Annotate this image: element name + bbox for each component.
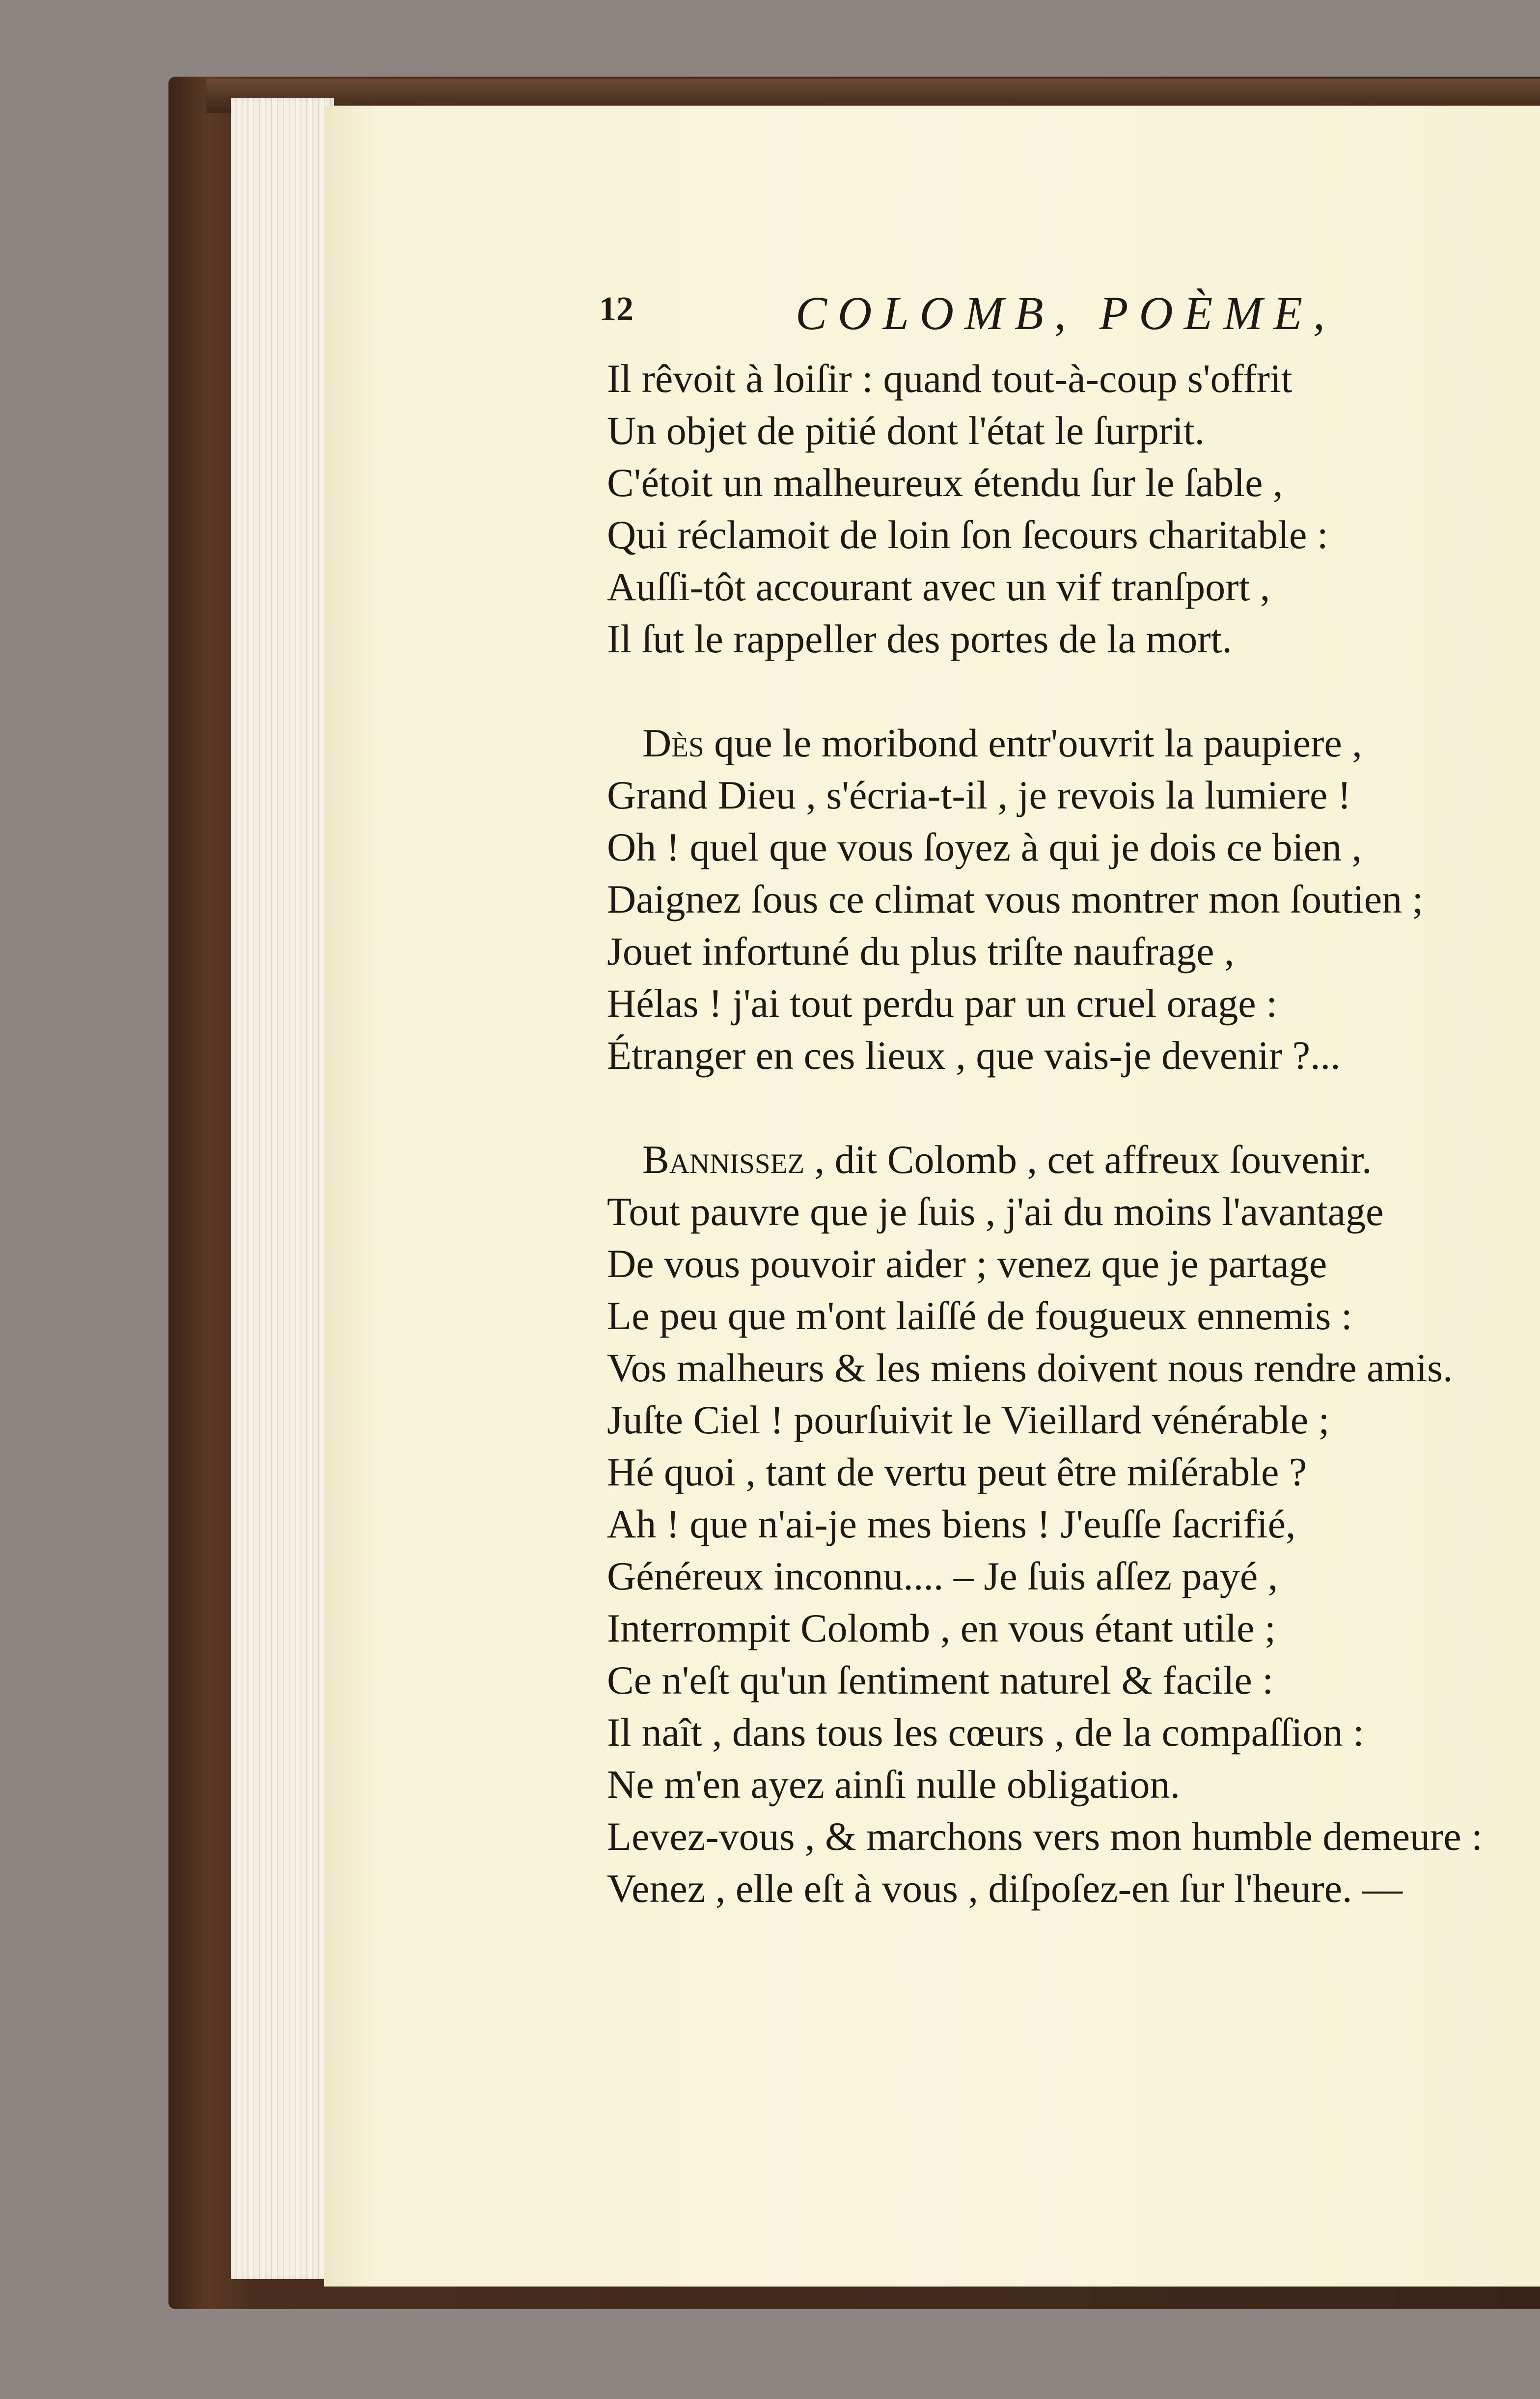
verse-line-text: Qui réclamoit de loin ſon ſecours charitable : <box>607 512 1328 557</box>
verse-line <box>607 1863 1530 1915</box>
verse-line-text: Étranger en ces lieux , que vais-je devenir ?... <box>607 1033 1341 1078</box>
verse-line <box>607 821 1530 873</box>
verse-line <box>607 1238 1530 1290</box>
verse-line <box>607 1654 1530 1706</box>
verse-line-text: De vous pouvoir aider ; venez que je partage <box>607 1241 1327 1286</box>
poem-text <box>607 353 1530 1915</box>
stanza <box>607 1134 1530 1915</box>
verse-line <box>607 1342 1530 1394</box>
verse-line <box>607 509 1530 561</box>
verse-line <box>607 1811 1530 1863</box>
verse-line-text: Venez , elle eſt à vous , diſpoſez-en ſur l'heure. –– <box>607 1866 1403 1911</box>
verse-line-text: que le moribond entr'ouvrit la paupiere , <box>704 721 1362 765</box>
verse-line-text: Il naît , dans tous les cœurs , de la compaſſion : <box>607 1710 1364 1755</box>
stanza <box>607 717 1530 1082</box>
verse-line <box>607 717 1530 769</box>
verse-line-text: Oh ! quel que vous ſoyez à qui je dois ce bien , <box>607 825 1362 869</box>
verse-line <box>607 457 1530 509</box>
stanza-lead-word: Bannissez <box>642 1137 805 1182</box>
verse-line <box>607 769 1530 821</box>
verse-line-text: Auſſi-tôt accourant avec un vif tranſport , <box>607 564 1270 609</box>
verse-line-text: Le peu que m'ont laiſſé de fougueux ennemis : <box>607 1293 1352 1338</box>
verse-line-text: Jouet infortuné du plus triſte naufrage , <box>607 929 1235 974</box>
verse-line <box>607 1186 1530 1238</box>
verse-line-text: Juſte Ciel ! pourſuivit le Vieillard vénérable ; <box>607 1397 1330 1442</box>
verse-line-text: , dit Colomb , cet affreux ſouvenir. <box>804 1137 1372 1182</box>
verse-line <box>607 1394 1530 1446</box>
verse-line-text: Ne m'en ayez ainſi nulle obligation. <box>607 1762 1180 1807</box>
page-edges <box>231 98 334 2279</box>
verse-line <box>607 873 1530 925</box>
verse-line-text: Généreux inconnu.... – Je ſuis aſſez payé , <box>607 1554 1278 1598</box>
verse-line-text: Un objet de pitié dont l'état le ſurprit. <box>607 408 1205 453</box>
verse-line-text: Interrompit Colomb , en vous étant utile ; <box>607 1606 1276 1650</box>
verse-line <box>607 353 1530 405</box>
verse-line <box>607 1446 1530 1498</box>
verse-line <box>607 1550 1530 1602</box>
verse-line-text: Ah ! que n'ai-je mes biens ! J'euſſe ſacrifié, <box>607 1502 1296 1546</box>
verse-line <box>607 1290 1530 1342</box>
verse-line-text: Hé quoi , tant de vertu peut être miſérable ? <box>607 1450 1307 1494</box>
verse-line-text: Il ſut le rappeller des portes de la mort. <box>607 616 1232 661</box>
verse-line-text: Grand Dieu , s'écria-t-il , je revois la lumiere ! <box>607 773 1351 817</box>
verse-line <box>607 977 1530 1030</box>
verse-line <box>607 925 1530 977</box>
running-header <box>599 287 1483 339</box>
stanza-lead-word: Dès <box>642 721 704 765</box>
verse-line-text: Il rêvoit à loiſir : quand tout-à-coup s'offrit <box>607 356 1292 401</box>
page-number: 12 <box>599 290 633 328</box>
verse-line-text: Tout pauvre que je ſuis , j'ai du moins l'avantage <box>607 1189 1384 1234</box>
verse-line-text: Daignez ſous ce climat vous montrer mon ſoutien ; <box>607 877 1424 921</box>
verse-line-text: C'étoit un malheureux étendu ſur le ſable , <box>607 460 1283 505</box>
running-title: COLOMB, POÈME, <box>796 287 1336 339</box>
verse-line <box>607 1030 1530 1082</box>
verse-line-text: Levez-vous , & marchons vers mon humble demeure : <box>607 1814 1483 1859</box>
verse-line <box>607 1706 1530 1758</box>
verse-line <box>607 561 1530 613</box>
verse-line-text: Vos malheurs & les miens doivent nous rendre amis. <box>607 1345 1453 1390</box>
verse-line-text: Ce n'eſt qu'un ſentiment naturel & facile : <box>607 1658 1274 1702</box>
verse-line <box>607 1602 1530 1654</box>
verse-line-text: Hélas ! j'ai tout perdu par un cruel orage : <box>607 981 1277 1026</box>
verse-line <box>607 1758 1530 1811</box>
stanza <box>607 353 1530 665</box>
verse-line <box>607 1134 1530 1186</box>
verse-line <box>607 613 1530 665</box>
verse-line <box>607 1498 1530 1550</box>
verse-line <box>607 405 1530 457</box>
